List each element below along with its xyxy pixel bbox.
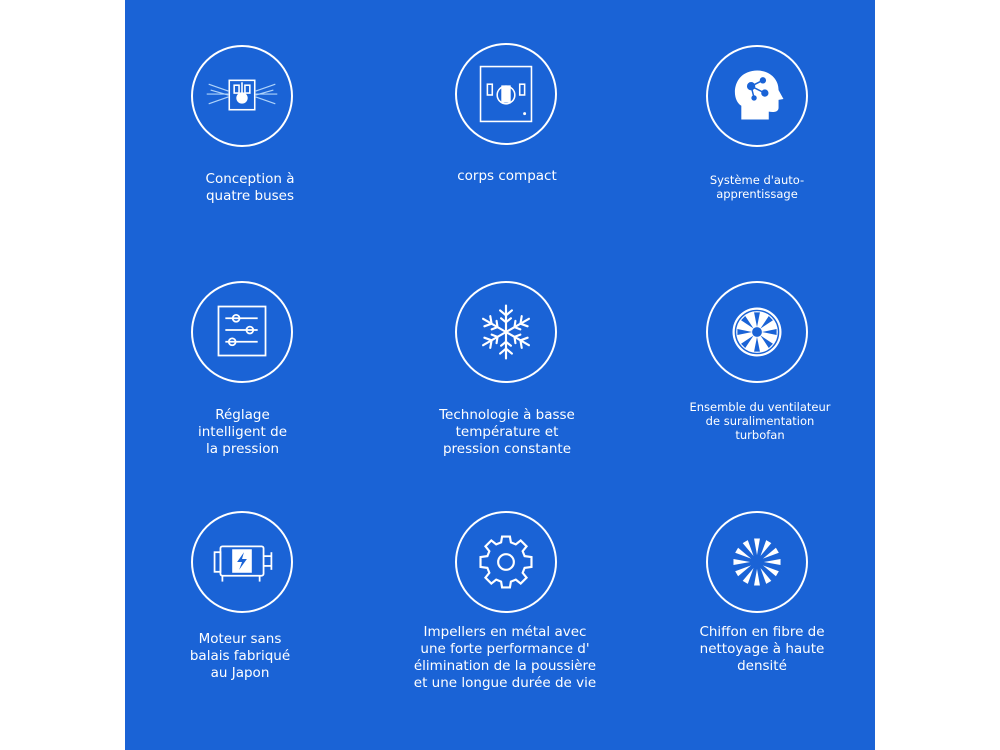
turbofan-icon [706,281,808,383]
metal-impeller-gear-icon [455,511,557,613]
feature-label: corps compact [457,168,557,184]
feature-label: Moteur sans balais fabriqué au Japon [189,631,291,681]
feature-label: Technologie à basse température et pression constante [439,407,575,457]
snowflake-icon [455,281,557,383]
sliders-icon [191,281,293,383]
feature-label: Système d'auto- apprentissage [709,173,805,201]
feature-label: Impellers en métal avec une forte performance d' élimination de la poussière et une longue durée de vie [413,624,597,691]
feature-label: Conception à quatre buses [205,171,295,204]
four-nozzle-switch-icon [191,45,293,147]
feature-label: Réglage intelligent de la pression [197,407,288,457]
features-panel [125,0,875,750]
brushless-motor-icon [191,511,293,613]
brain-head-icon [706,45,808,147]
feature-label: Chiffon en fibre de nettoyage à haute densité [699,624,825,674]
feature-label: Ensemble du ventilateur de suralimentation turbofan [689,400,831,442]
fiber-cloth-icon [706,511,808,613]
compact-switch-icon [455,43,557,145]
